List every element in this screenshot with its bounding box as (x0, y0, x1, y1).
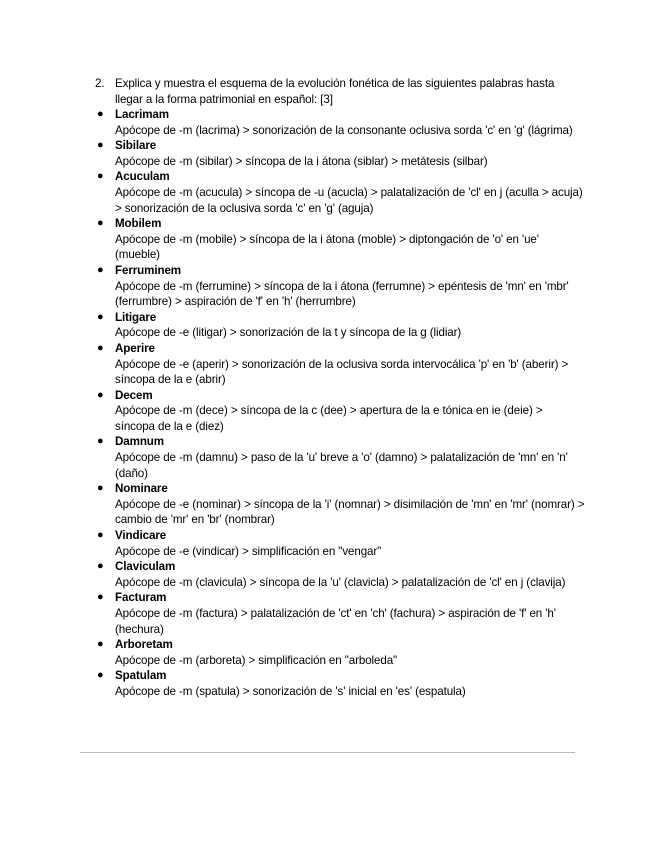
latin-word: Aperire (115, 341, 155, 355)
question-number: 2. (95, 77, 105, 90)
bullet-icon: ● (97, 310, 104, 323)
evolution-explanation: Apócope de -m (mobile) > síncopa de la i átona (moble) > diptongación de 'o' en 'ue' (mueble) (115, 232, 539, 262)
bullet-icon: ● (97, 560, 104, 573)
list-item (95, 590, 585, 637)
evolution-explanation: Apócope de -m (arboreta) > simplificación en "arboleda" (115, 653, 398, 667)
evolution-explanation: Apócope de -e (aperir) > sonorización de la oclusiva sorda intervocálica 'p' en 'b' (aberir) > síncopa de la e (abrir) (115, 357, 569, 387)
list-item (95, 169, 585, 216)
bullet-icon: ● (97, 591, 104, 604)
list-item (95, 481, 585, 528)
list-item (95, 263, 585, 310)
bullet-icon: ● (97, 388, 104, 401)
evolution-explanation: Apócope de -m (lacrima) > sonorización de la consonante oclusiva sorda 'c' en 'g' (lágrima) (115, 123, 573, 137)
latin-word: Decem (115, 388, 153, 402)
list-item (95, 528, 585, 559)
evolution-explanation: Apócope de -m (clavicula) > síncopa de la 'u' (clavicla) > palatalización de 'cl' en j (clavija) (115, 575, 566, 589)
list-item (95, 434, 585, 481)
list-item (95, 559, 585, 590)
bullet-icon: ● (97, 263, 104, 276)
question-item (95, 76, 585, 107)
evolution-explanation: Apócope de -m (sibilar) > síncopa de la i átona (siblar) > metátesis (silbar) (115, 154, 488, 168)
latin-word: Lacrimam (115, 108, 169, 121)
evolution-explanation: Apócope de -m (damnu) > paso de la 'u' breve a 'o' (damno) > palatalización de 'mn' en 'n' (daño) (115, 451, 568, 480)
latin-word: Damnum (115, 435, 165, 449)
bullet-icon: ● (97, 139, 104, 152)
evolution-explanation: Apócope de -e (litigar) > sonorización de la t y síncopa de la g (lidiar) (115, 326, 462, 340)
latin-word: Nominare (115, 482, 168, 496)
question-text: Explica y muestra el esquema de la evolución fonética de las siguientes palabras hasta llegar a la forma patrimonial en español: [3] (115, 77, 555, 106)
latin-word: Acuculam (115, 170, 170, 184)
list-item (95, 637, 585, 668)
list-item (95, 107, 585, 138)
bullet-icon: ● (97, 435, 104, 448)
bullet-icon: ● (97, 638, 104, 651)
list-item (95, 138, 585, 169)
evolution-explanation: Apócope de -e (vindicar) > simplificación en "vengar" (115, 544, 382, 558)
list-item (95, 216, 585, 263)
list-item (95, 388, 585, 435)
latin-word: Litigare (115, 310, 157, 324)
bullet-icon: ● (97, 217, 104, 230)
latin-word: Ferruminem (115, 263, 182, 277)
evolution-explanation: Apócope de -m (factura) > palatalización de 'ct' en 'ch' (fachura) > aspiración de 'f' en 'h' (hechura) (115, 607, 556, 636)
latin-word: Spatulam (115, 669, 167, 683)
bullet-icon: ● (97, 108, 104, 120)
word-list (95, 107, 585, 700)
bullet-icon: ● (97, 341, 104, 354)
list-item (95, 341, 585, 388)
latin-word: Mobilem (115, 217, 162, 231)
latin-word: Claviculam (115, 560, 176, 574)
latin-word: Sibilare (115, 139, 157, 153)
list-item (95, 668, 585, 699)
evolution-explanation: Apócope de -m (dece) > síncopa de la c (dee) > apertura de la e tónica en ie (deie) > síncopa de la e (diez) (115, 404, 543, 433)
evolution-explanation: Apócope de -m (ferrumine) > síncopa de la i átona (ferrumne) > epéntesis de 'mn' en 'mbr' (ferrumbre) > aspiración de 'f' en 'h' (herrumbre) (115, 279, 569, 309)
latin-word: Vindicare (115, 529, 167, 543)
evolution-explanation: Apócope de -e (nominar) > síncopa de la 'i' (nomnar) > disimilación de 'mn' en 'mr' (nomrar) > cambio de 'mr' en 'br' (nombrar) (115, 497, 585, 527)
bullet-icon: ● (97, 482, 104, 495)
evolution-explanation: Apócope de -m (spatula) > sonorización de 's' inicial en 'es' (espatula) (115, 684, 466, 698)
bullet-icon: ● (97, 529, 104, 542)
latin-word: Arboretam (115, 638, 173, 652)
evolution-explanation: Apócope de -m (acucula) > síncopa de -u (acucla) > palatalización de 'cl' en j (aculla > acuja) > sonorización de la oclusiva sorda 'c' en 'g' (aguja) (115, 185, 583, 215)
page-divider (80, 752, 575, 753)
bullet-icon: ● (97, 669, 104, 682)
bullet-icon: ● (97, 170, 104, 183)
latin-word: Facturam (115, 591, 167, 605)
list-item (95, 310, 585, 341)
